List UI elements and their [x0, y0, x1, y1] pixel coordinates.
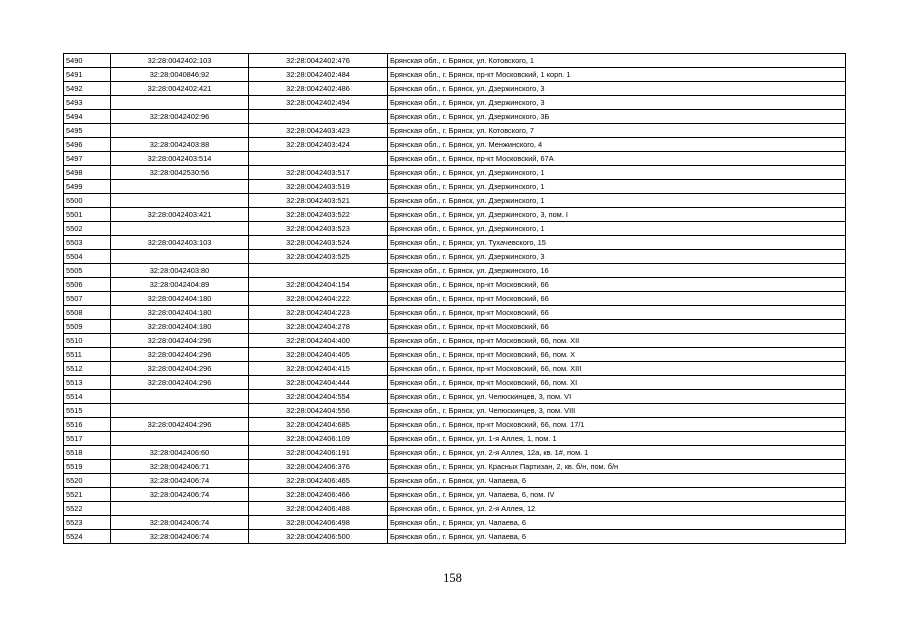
land-cadastral-number-cell: 32:28:0040846:92: [111, 68, 249, 82]
table-row: [64, 376, 846, 390]
address-cell: Брянская обл., г. Брянск, ул. 2-я Аллея, 12: [388, 502, 846, 516]
address-cell: Брянская обл., г. Брянск, пр-кт Московский, 66: [388, 292, 846, 306]
building-cadastral-number-cell: 32:28:0042404:223: [249, 306, 388, 320]
land-cadastral-number-cell: 32:28:0042404:296: [111, 348, 249, 362]
address-cell: Брянская обл., г. Брянск, ул. Котовского, 1: [388, 54, 846, 68]
building-cadastral-number-cell: 32:28:0042403:525: [249, 250, 388, 264]
building-cadastral-number-cell: 32:28:0042406:498: [249, 516, 388, 530]
row-number-cell: 5515: [64, 404, 111, 418]
land-cadastral-number-cell: 32:28:0042404:296: [111, 362, 249, 376]
building-cadastral-number-cell: [249, 264, 388, 278]
table-row: [64, 194, 846, 208]
row-number-cell: 5504: [64, 250, 111, 264]
land-cadastral-number-cell: [111, 404, 249, 418]
table-row: [64, 306, 846, 320]
table-row: [64, 236, 846, 250]
address-cell: Брянская обл., г. Брянск, ул. Челюскинцев, 3, пом. VIII: [388, 404, 846, 418]
address-cell: Брянская обл., г. Брянск, ул. 1-я Аллея, 1, пом. 1: [388, 432, 846, 446]
land-cadastral-number-cell: [111, 432, 249, 446]
row-number-cell: 5500: [64, 194, 111, 208]
building-cadastral-number-cell: 32:28:0042402:494: [249, 96, 388, 110]
address-cell: Брянская обл., г. Брянск, пр-кт Московский, 66, пом. XI: [388, 376, 846, 390]
table-row: [64, 152, 846, 166]
table-row: [64, 334, 846, 348]
building-cadastral-number-cell: 32:28:0042404:278: [249, 320, 388, 334]
row-number-cell: 5508: [64, 306, 111, 320]
land-cadastral-number-cell: 32:28:0042403:421: [111, 208, 249, 222]
table-row: [64, 320, 846, 334]
address-cell: Брянская обл., г. Брянск, ул. Дзержинского, 1: [388, 166, 846, 180]
table-row: [64, 250, 846, 264]
row-number-cell: 5511: [64, 348, 111, 362]
row-number-cell: 5491: [64, 68, 111, 82]
land-cadastral-number-cell: 32:28:0042404:180: [111, 306, 249, 320]
table-row: [64, 432, 846, 446]
land-cadastral-number-cell: 32:28:0042403:80: [111, 264, 249, 278]
land-cadastral-number-cell: 32:28:0042403:88: [111, 138, 249, 152]
row-number-cell: 5505: [64, 264, 111, 278]
land-cadastral-number-cell: 32:28:0042406:74: [111, 474, 249, 488]
address-cell: Брянская обл., г. Брянск, пр-кт Московский, 66, пом. XIII: [388, 362, 846, 376]
row-number-cell: 5498: [64, 166, 111, 180]
building-cadastral-number-cell: 32:28:0042403:424: [249, 138, 388, 152]
land-cadastral-number-cell: 32:28:0042530:56: [111, 166, 249, 180]
land-cadastral-number-cell: 32:28:0042402:421: [111, 82, 249, 96]
address-cell: Брянская обл., г. Брянск, ул. Дзержинского, 16: [388, 264, 846, 278]
table-row: [64, 446, 846, 460]
table-row: [64, 348, 846, 362]
building-cadastral-number-cell: 32:28:0042402:476: [249, 54, 388, 68]
building-cadastral-number-cell: 32:28:0042403:522: [249, 208, 388, 222]
building-cadastral-number-cell: 32:28:0042403:519: [249, 180, 388, 194]
page-number: 158: [443, 571, 462, 585]
table-row: [64, 362, 846, 376]
row-number-cell: 5496: [64, 138, 111, 152]
land-cadastral-number-cell: 32:28:0042402:96: [111, 110, 249, 124]
table-row: [64, 474, 846, 488]
table-row: [64, 278, 846, 292]
building-cadastral-number-cell: 32:28:0042404:222: [249, 292, 388, 306]
row-number-cell: 5507: [64, 292, 111, 306]
land-cadastral-number-cell: 32:28:0042402:103: [111, 54, 249, 68]
table-row: [64, 516, 846, 530]
building-cadastral-number-cell: 32:28:0042404:405: [249, 348, 388, 362]
row-number-cell: 5509: [64, 320, 111, 334]
address-cell: Брянская обл., г. Брянск, пр-кт Московский, 66: [388, 306, 846, 320]
table-row: [64, 166, 846, 180]
land-cadastral-number-cell: [111, 180, 249, 194]
row-number-cell: 5517: [64, 432, 111, 446]
building-cadastral-number-cell: 32:28:0042403:423: [249, 124, 388, 138]
building-cadastral-number-cell: [249, 152, 388, 166]
row-number-cell: 5513: [64, 376, 111, 390]
land-cadastral-number-cell: 32:28:0042406:74: [111, 488, 249, 502]
land-cadastral-number-cell: 32:28:0042404:296: [111, 376, 249, 390]
address-cell: Брянская обл., г. Брянск, ул. Дзержинского, 3: [388, 82, 846, 96]
row-number-cell: 5523: [64, 516, 111, 530]
building-cadastral-number-cell: 32:28:0042406:488: [249, 502, 388, 516]
building-cadastral-number-cell: 32:28:0042406:376: [249, 460, 388, 474]
row-number-cell: 5519: [64, 460, 111, 474]
land-cadastral-number-cell: 32:28:0042404:180: [111, 292, 249, 306]
table-row: [64, 488, 846, 502]
land-cadastral-number-cell: 32:28:0042406:71: [111, 460, 249, 474]
address-cell: Брянская обл., г. Брянск, пр-кт Московский, 66: [388, 320, 846, 334]
row-number-cell: 5510: [64, 334, 111, 348]
address-cell: Брянская обл., г. Брянск, ул. Дзержинского, 1: [388, 194, 846, 208]
building-cadastral-number-cell: 32:28:0042403:517: [249, 166, 388, 180]
land-cadastral-number-cell: 32:28:0042403:103: [111, 236, 249, 250]
building-cadastral-number-cell: 32:28:0042406:191: [249, 446, 388, 460]
address-cell: Брянская обл., г. Брянск, ул. Дзержинского, 3: [388, 96, 846, 110]
row-number-cell: 5497: [64, 152, 111, 166]
address-cell: Брянская обл., г. Брянск, ул. Тухачевского, 15: [388, 236, 846, 250]
address-cell: Брянская обл., г. Брянск, ул. Дзержинского, 3Б: [388, 110, 846, 124]
row-number-cell: 5494: [64, 110, 111, 124]
building-cadastral-number-cell: 32:28:0042406:109: [249, 432, 388, 446]
row-number-cell: 5493: [64, 96, 111, 110]
table-row: [64, 82, 846, 96]
table-row: [64, 264, 846, 278]
land-cadastral-number-cell: 32:28:0042403:514: [111, 152, 249, 166]
row-number-cell: 5512: [64, 362, 111, 376]
building-cadastral-number-cell: 32:28:0042402:486: [249, 82, 388, 96]
land-cadastral-number-cell: [111, 250, 249, 264]
building-cadastral-number-cell: 32:28:0042404:685: [249, 418, 388, 432]
table-row: [64, 530, 846, 544]
land-cadastral-number-cell: 32:28:0042406:60: [111, 446, 249, 460]
address-cell: Брянская обл., г. Брянск, пр-кт Московский, 66, пом. X: [388, 348, 846, 362]
row-number-cell: 5514: [64, 390, 111, 404]
table-row: [64, 138, 846, 152]
land-cadastral-number-cell: 32:28:0042404:89: [111, 278, 249, 292]
row-number-cell: 5522: [64, 502, 111, 516]
table-row: [64, 390, 846, 404]
building-cadastral-number-cell: 32:28:0042403:524: [249, 236, 388, 250]
land-cadastral-number-cell: [111, 194, 249, 208]
table-row: [64, 404, 846, 418]
address-cell: Брянская обл., г. Брянск, ул. Чапаева, 6: [388, 474, 846, 488]
address-cell: Брянская обл., г. Брянск, ул. Менжинского, 4: [388, 138, 846, 152]
row-number-cell: 5503: [64, 236, 111, 250]
table-row: [64, 68, 846, 82]
land-cadastral-number-cell: [111, 502, 249, 516]
address-cell: Брянская обл., г. Брянск, ул. 2-я Аллея, 12а, кв. 1#, пом. 1: [388, 446, 846, 460]
building-cadastral-number-cell: 32:28:0042404:154: [249, 278, 388, 292]
address-cell: Брянская обл., г. Брянск, пр-кт Московский, 66, пом. 17/1: [388, 418, 846, 432]
address-cell: Брянская обл., г. Брянск, ул. Дзержинского, 3: [388, 250, 846, 264]
table-body: [64, 54, 846, 544]
row-number-cell: 5524: [64, 530, 111, 544]
address-cell: Брянская обл., г. Брянск, ул. Дзержинского, 1: [388, 222, 846, 236]
table-row: [64, 208, 846, 222]
row-number-cell: 5516: [64, 418, 111, 432]
address-cell: Брянская обл., г. Брянск, ул. Котовского, 7: [388, 124, 846, 138]
address-cell: Брянская обл., г. Брянск, пр-кт Московский, 66: [388, 278, 846, 292]
table-row: [64, 180, 846, 194]
table-row: [64, 96, 846, 110]
row-number-cell: 5501: [64, 208, 111, 222]
address-cell: Брянская обл., г. Брянск, пр-кт Московский, 67А: [388, 152, 846, 166]
building-cadastral-number-cell: 32:28:0042404:400: [249, 334, 388, 348]
row-number-cell: 5495: [64, 124, 111, 138]
row-number-cell: 5520: [64, 474, 111, 488]
property-registry-table: [63, 53, 846, 544]
address-cell: Брянская обл., г. Брянск, ул. Челюскинцев, 3, пом. VI: [388, 390, 846, 404]
address-cell: Брянская обл., г. Брянск, ул. Чапаева, 6: [388, 516, 846, 530]
building-cadastral-number-cell: [249, 110, 388, 124]
address-cell: Брянская обл., г. Брянск, ул. Чапаева, 6: [388, 530, 846, 544]
building-cadastral-number-cell: 32:28:0042402:484: [249, 68, 388, 82]
land-cadastral-number-cell: 32:28:0042404:296: [111, 418, 249, 432]
address-cell: Брянская обл., г. Брянск, пр-кт Московский, 1 корп. 1: [388, 68, 846, 82]
land-cadastral-number-cell: [111, 124, 249, 138]
land-cadastral-number-cell: [111, 222, 249, 236]
table-row: [64, 292, 846, 306]
table-row: [64, 460, 846, 474]
address-cell: Брянская обл., г. Брянск, ул. Дзержинского, 1: [388, 180, 846, 194]
building-cadastral-number-cell: 32:28:0042406:465: [249, 474, 388, 488]
row-number-cell: 5492: [64, 82, 111, 96]
land-cadastral-number-cell: 32:28:0042406:74: [111, 530, 249, 544]
table-row: [64, 54, 846, 68]
address-cell: Брянская обл., г. Брянск, ул. Дзержинского, 3, пом. I: [388, 208, 846, 222]
building-cadastral-number-cell: 32:28:0042403:521: [249, 194, 388, 208]
building-cadastral-number-cell: 32:28:0042406:466: [249, 488, 388, 502]
table-row: [64, 502, 846, 516]
land-cadastral-number-cell: 32:28:0042404:180: [111, 320, 249, 334]
land-cadastral-number-cell: 32:28:0042404:296: [111, 334, 249, 348]
address-cell: Брянская обл., г. Брянск, пр-кт Московский, 66, пом. XII: [388, 334, 846, 348]
row-number-cell: 5521: [64, 488, 111, 502]
building-cadastral-number-cell: 32:28:0042404:554: [249, 390, 388, 404]
address-cell: Брянская обл., г. Брянск, ул. Чапаева, 6, пом. IV: [388, 488, 846, 502]
building-cadastral-number-cell: 32:28:0042404:444: [249, 376, 388, 390]
land-cadastral-number-cell: 32:28:0042406:74: [111, 516, 249, 530]
land-cadastral-number-cell: [111, 96, 249, 110]
land-cadastral-number-cell: [111, 390, 249, 404]
table-row: [64, 124, 846, 138]
address-cell: Брянская обл., г. Брянск, ул. Красных Партизан, 2, кв. б/н, пом. б/н: [388, 460, 846, 474]
table-row: [64, 110, 846, 124]
row-number-cell: 5502: [64, 222, 111, 236]
row-number-cell: 5506: [64, 278, 111, 292]
building-cadastral-number-cell: 32:28:0042406:500: [249, 530, 388, 544]
table-row: [64, 222, 846, 236]
building-cadastral-number-cell: 32:28:0042403:523: [249, 222, 388, 236]
building-cadastral-number-cell: 32:28:0042404:556: [249, 404, 388, 418]
row-number-cell: 5490: [64, 54, 111, 68]
table-row: [64, 418, 846, 432]
building-cadastral-number-cell: 32:28:0042404:415: [249, 362, 388, 376]
row-number-cell: 5499: [64, 180, 111, 194]
row-number-cell: 5518: [64, 446, 111, 460]
